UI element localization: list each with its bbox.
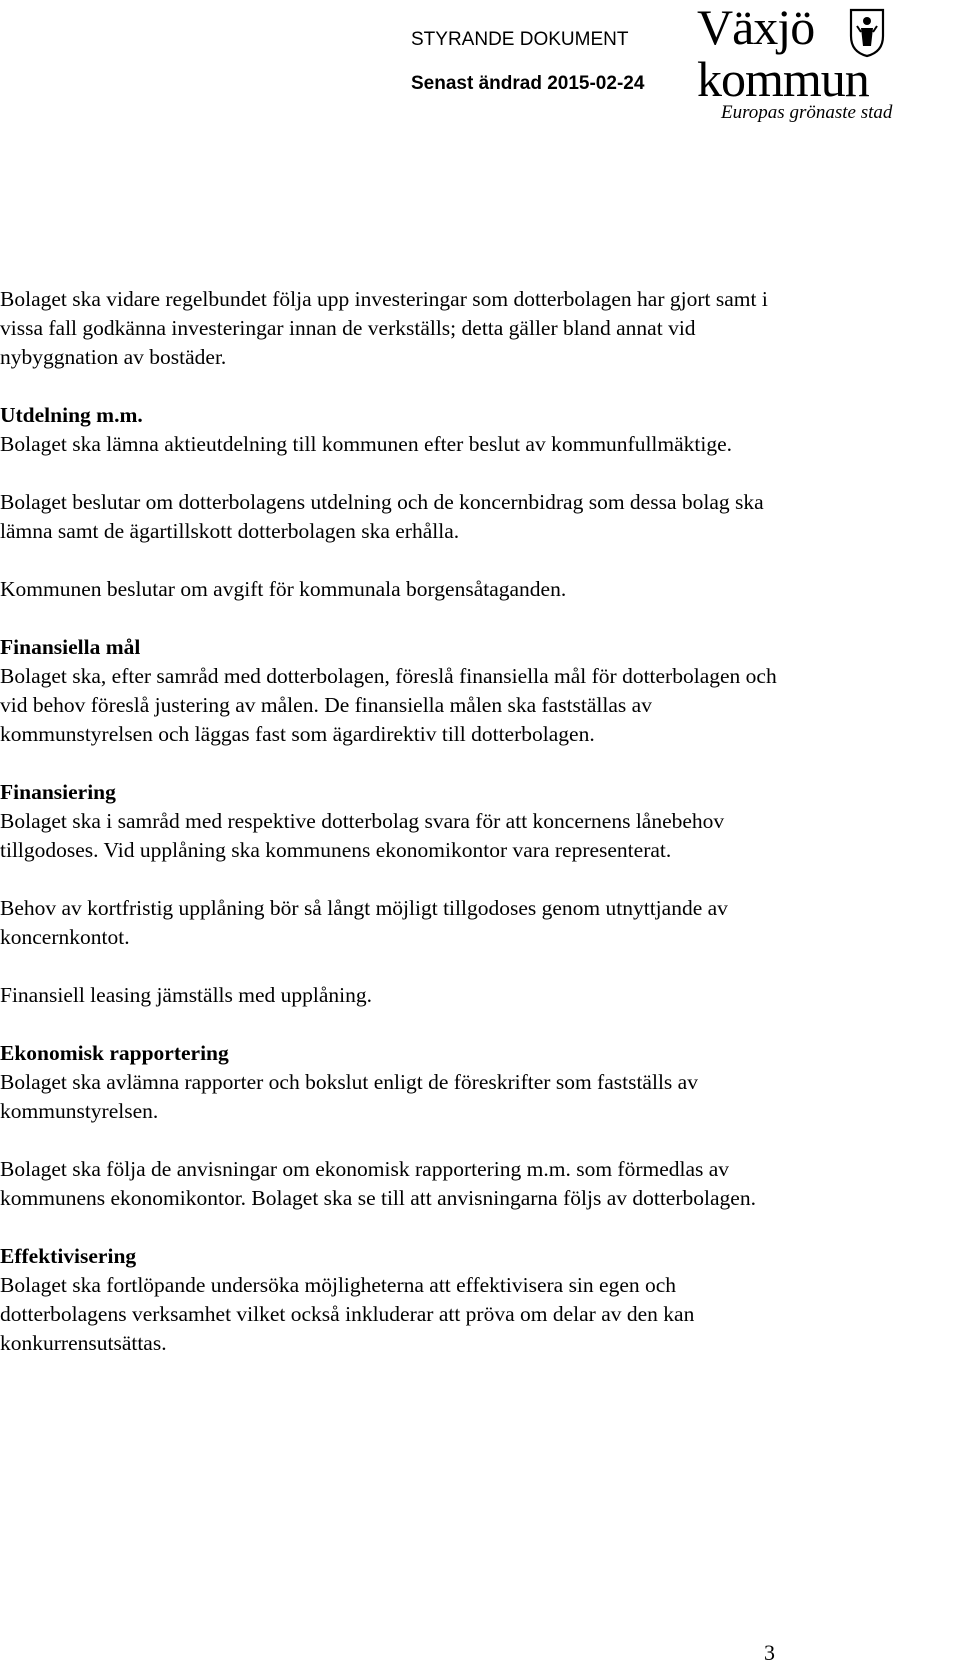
document-body [0,285,790,1387]
vaxjo-kommun-logo [697,2,917,132]
logo-line-1: Växjö [697,0,815,55]
paragraph-anvisningar [0,1155,790,1213]
section-heading: Ekonomisk rapportering [0,1041,229,1065]
section-utdelning [0,401,790,459]
section-ekonomisk-rapportering [0,1039,790,1126]
paragraph-borgen [0,575,790,604]
paragraph-leasing [0,981,790,1010]
page-number: 3 [764,1640,775,1665]
paragraph-koncernbidrag [0,488,790,546]
paragraph-text: Kommunen beslutar om avgift för kommunala borgensåtaganden. [0,577,567,601]
section-heading: Effektivisering [0,1244,137,1268]
paragraph-kortfristig [0,894,790,952]
section-heading: Finansiering [0,780,116,804]
document-type-label: STYRANDE DOKUMENT [411,29,629,50]
paragraph-text: Bolaget ska fortlöpande undersöka möjligheterna att effektivisera sin egen och dotterbolagens verksamhet vilket också inkluderar att pröva om delar av den kan konkurrensutsättas. [0,1273,695,1355]
section-finansiella-mal [0,633,790,749]
last-modified-label: Senast ändrad 2015-02-24 [411,73,645,94]
section-heading: Finansiella mål [0,635,141,659]
paragraph-text: Behov av kortfristig upplåning bör så långt möjligt tillgodoses genom utnyttjande av koncernkontot. [0,896,728,949]
document-header [411,28,644,96]
paragraph-text: Bolaget ska vidare regelbundet följa upp investeringar som dotterbolagen har gjort samt i vissa fall godkänna investeringar innan de verkställs; detta gäller bland annat vid nybyggnation av bostäder. [0,287,768,369]
logo-line-2: kommun [697,51,869,107]
paragraph-text: Bolaget beslutar om dotterbolagens utdelning och de koncernbidrag som dessa bolag ska lämna samt de ägartillskott dotterbolagen ska erhålla. [0,490,764,543]
section-effektivisering [0,1242,790,1358]
paragraph-text: Bolaget ska avlämna rapporter och bokslut enligt de föreskrifter som fastställs av kommunstyrelsen. [0,1070,698,1123]
paragraph-text: Bolaget ska lämna aktieutdelning till kommunen efter beslut av kommunfullmäktige. [0,432,733,456]
section-finansiering [0,778,790,865]
paragraph-text: Bolaget ska, efter samråd med dotterbolagen, föreslå finansiella mål för dotterbolagen och vid behov föreslå justering av målen. De finansiella målen ska fastställas av kommunstyrelsen och läggas fast som ägardirektiv till dotterbolagen. [0,664,777,746]
paragraph-text: Bolaget ska i samråd med respektive dotterbolag svara för att koncernens lånebehov tillgodoses. Vid upplåning ska kommunens ekonomikontor vara representerat. [0,809,725,862]
paragraph-text: Finansiell leasing jämställs med upplåning. [0,983,373,1007]
section-heading: Utdelning m.m. [0,403,143,427]
paragraph-investments [0,285,790,372]
paragraph-text: Bolaget ska följa de anvisningar om ekonomisk rapportering m.m. som förmedlas av kommunens ekonomikontor. Bolaget ska se till att anvisningarna följs av dotterbolagen. [0,1157,756,1210]
logo-tagline: Europas grönaste stad [721,102,893,123]
